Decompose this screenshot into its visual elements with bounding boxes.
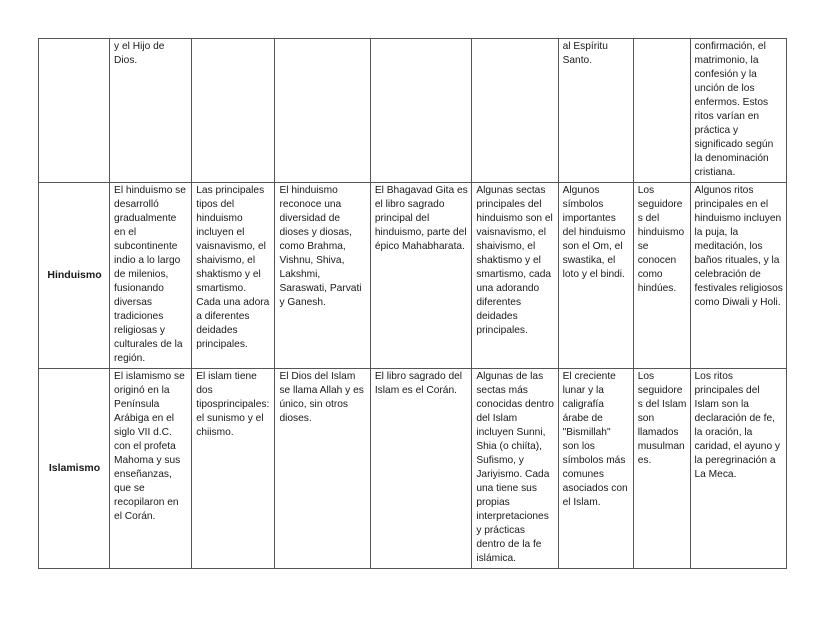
cell-origin: y el Hijo de Dios. <box>110 39 192 183</box>
row-header: Islamismo <box>39 369 110 569</box>
cell-followers <box>633 39 690 183</box>
cell-types <box>192 39 275 183</box>
cell-sects: Algunas de las sectas más conocidas dentro del Islam incluyen Sunni, Shia (o chiíta), Sufismo, y Jariyismo. Cada una tiene sus propias interpretaciones y prácticas dentro de la fe islámica. <box>472 369 558 569</box>
cell-sacred-book: El libro sagrado del Islam es el Corán. <box>370 369 471 569</box>
religions-comparison-table <box>38 38 787 569</box>
cell-types: Las principales tipos del hinduismo incluyen el vaisnavismo, el shaivismo, el shaktismo y el smartismo. Cada una adora a diferentes deidades principales. <box>192 183 275 369</box>
cell-sacred-book: El Bhagavad Gita es el libro sagrado principal del hinduismo, parte del épico Mahabharata. <box>370 183 471 369</box>
cell-rites: Algunos ritos principales en el hinduismo incluyen la puja, la meditación, los baños rituales, y la celebración de festivales religiosos como Diwali y Holi. <box>690 183 786 369</box>
table-row-christianity-continued <box>39 39 787 183</box>
cell-rites: confirmación, el matrimonio, la confesión y la unción de los enfermos. Estos ritos varían en práctica y significado según la denominación cristiana. <box>690 39 786 183</box>
cell-symbols: al Espíritu Santo. <box>558 39 633 183</box>
cell-origin: El hinduismo se desarrolló gradualmente en el subcontinente indio a lo largo de milenios, fusionando diversas tradiciones religiosas y culturales de la región. <box>110 183 192 369</box>
cell-sects <box>472 39 558 183</box>
row-header: Hinduismo <box>39 183 110 369</box>
cell-gods <box>275 39 370 183</box>
cell-sects: Algunas sectas principales del hinduismo son el vaisnavismo, el shaivismo, el shaktismo y el smartismo, cada una adorando diferentes deidades principales. <box>472 183 558 369</box>
cell-followers: Los seguidores del Islam son llamados musulmanes. <box>633 369 690 569</box>
cell-gods: El hinduismo reconoce una diversidad de dioses y diosas, como Brahma, Vishnu, Shiva, Lakshmi, Saraswati, Parvati y Ganesh. <box>275 183 370 369</box>
cell-types: El islam tiene dos tiposprincipales: el sunismo y el chiismo. <box>192 369 275 569</box>
cell-rites: Los ritos principales del Islam son la declaración de fe, la oración, la caridad, el ayuno y la peregrinación a La Meca. <box>690 369 786 569</box>
cell-symbols: Algunos símbolos importantes del hinduismo son el Om, el swastika, el loto y el bindi. <box>558 183 633 369</box>
cell-origin: El islamismo se originó en la Península Arábiga en el siglo VII d.C. con el profeta Mahoma y sus enseñanzas, que se recopilaron en el Corán. <box>110 369 192 569</box>
row-header <box>39 39 110 183</box>
cell-gods: El Dios del Islam se llama Allah y es único, sin otros dioses. <box>275 369 370 569</box>
cell-followers: Los seguidores del hinduismo se conocen como hindúes. <box>633 183 690 369</box>
table-row-hinduismo <box>39 183 787 369</box>
table-row-islamismo <box>39 369 787 569</box>
cell-symbols: El creciente lunar y la caligrafía árabe de "Bismillah" son los símbolos más comunes asociados con el Islam. <box>558 369 633 569</box>
cell-sacred-book <box>370 39 471 183</box>
